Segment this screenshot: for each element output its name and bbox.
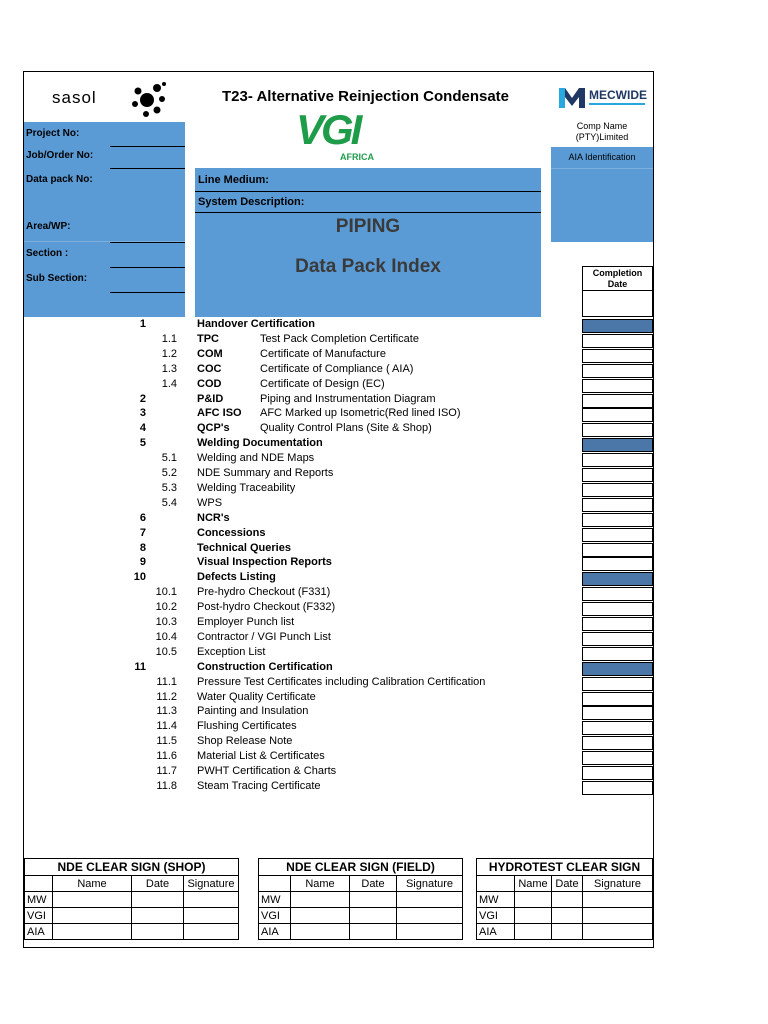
completion-date-cell[interactable] [582, 677, 653, 691]
sign-row-label: AIA [25, 924, 53, 940]
index-item-number: 11.5 [156, 735, 177, 747]
index-item-title: Visual Inspection Reports [197, 556, 332, 568]
index-item-number: 10.5 [155, 646, 177, 658]
index-item-title: Concessions [197, 527, 266, 539]
index-item-title: Technical Queries [197, 542, 291, 554]
index-item-description: WPS [197, 497, 223, 509]
index-item-title: NCR's [197, 512, 230, 524]
completion-date-cell[interactable] [582, 602, 653, 616]
index-item-description: Exception List [197, 646, 266, 658]
completion-date-cell[interactable] [582, 692, 653, 706]
index-item-title: COC [197, 363, 222, 375]
index-item-description: Employer Punch list [197, 616, 295, 628]
sasol-logo: sasol [52, 88, 97, 107]
completion-date-cell[interactable] [582, 349, 653, 363]
index-item-description: Quality Control Plans (Site & Shop) [260, 422, 432, 434]
sign-row-label: VGI [25, 908, 53, 924]
completion-date-cell[interactable] [582, 751, 653, 765]
index-item-number: 11 [134, 661, 146, 673]
index-item-number: 1 [139, 318, 146, 330]
index-item-title: Handover Certification [197, 318, 315, 330]
index-item-number: 10.1 [155, 586, 177, 598]
index-item-number: 5.4 [161, 497, 177, 509]
completion-date-cell[interactable] [582, 513, 653, 527]
index-item-description: Painting and Insulation [197, 705, 309, 717]
index-item-number: 1.4 [161, 378, 177, 390]
index-item-title: QCP's [197, 422, 230, 434]
completion-date-cell[interactable] [582, 736, 653, 750]
index-item-title: P&ID [197, 393, 224, 405]
index-item-number: 1.3 [161, 363, 177, 375]
index-item-number: 11.7 [156, 765, 177, 777]
sign-row-label: MW [259, 892, 291, 908]
index-item-number: 2 [139, 393, 146, 405]
completion-date-cell[interactable] [582, 379, 653, 393]
completion-date-cell [582, 572, 653, 586]
index-item-title: COM [197, 348, 223, 360]
banner-data-pack-index: Data Pack Index [295, 256, 441, 277]
completion-date-cell[interactable] [582, 423, 653, 437]
completion-date-cell[interactable] [582, 557, 653, 571]
sign-row-label: MW [25, 892, 53, 908]
index-item-title: Defects Listing [197, 571, 276, 583]
index-item-description: Welding Traceability [197, 482, 296, 494]
document-title: T23- Alternative Reinjection Condensate [222, 88, 510, 105]
index-item-number: 1.1 [161, 333, 177, 345]
index-item-number: 4 [139, 422, 146, 434]
completion-date-cell[interactable] [582, 543, 653, 557]
completion-date-cell[interactable] [582, 498, 653, 512]
nde-field-sign-table: NDE CLEAR SIGN (FIELD) Name Date Signature MW VGI AIA [258, 858, 463, 940]
index-item-number: 11.6 [156, 750, 177, 762]
sign-row-label: MW [477, 892, 515, 908]
nde-field-title: NDE CLEAR SIGN (FIELD) [259, 859, 463, 876]
hydrotest-title: HYDROTEST CLEAR SIGN [477, 859, 653, 876]
index-item-number: 5 [139, 437, 146, 449]
hydrotest-sign-table: HYDROTEST CLEAR SIGN Name Date Signature MW VGI AIA [476, 858, 653, 940]
sign-row-label: AIA [259, 924, 291, 940]
index-item-description: NDE Summary and Reports [197, 467, 334, 479]
completion-date-cell[interactable] [582, 453, 653, 467]
completion-date-cell[interactable] [582, 334, 653, 348]
index-item-number: 11.2 [156, 691, 177, 703]
index-item-title: TPC [197, 333, 219, 345]
aia-identification-label: AIA Identification [568, 152, 636, 162]
completion-date-cell[interactable] [582, 587, 653, 601]
index-item-number: 5.1 [161, 452, 177, 464]
index-item-description: AFC Marked up Isometric(Red lined ISO) [260, 407, 461, 419]
completion-date-header: Completion Date [582, 266, 653, 291]
index-item-description: Certificate of Manufacture [260, 348, 386, 360]
index-item-number: 7 [139, 527, 146, 539]
index-item-title: AFC ISO [197, 407, 242, 419]
completion-date-cell[interactable] [582, 721, 653, 735]
completion-date-cell [582, 662, 653, 676]
index-item-description: Test Pack Completion Certificate [260, 333, 419, 345]
completion-date-cell[interactable] [582, 647, 653, 661]
system-description-label: System Description: [198, 196, 305, 208]
nde-shop-title: NDE CLEAR SIGN (SHOP) [25, 859, 239, 876]
index-item-number: 5.3 [161, 482, 177, 494]
index-item-number: 10.3 [155, 616, 177, 628]
vgi-logo: VGI AFRICA [296, 106, 374, 162]
sub-section-label: Sub Section: [26, 273, 88, 284]
index-item-number: 5.2 [161, 467, 177, 479]
index-item-number: 1.2 [161, 348, 177, 360]
index-item-description: Pressure Test Certificates including Calibration Certification [197, 676, 486, 688]
section-label: Section : [26, 248, 69, 259]
completion-date-cell[interactable] [582, 408, 653, 422]
completion-date-cell[interactable] [582, 766, 653, 780]
index-item-description: Flushing Certificates [197, 720, 297, 732]
area-wp-label: Area/WP: [26, 221, 71, 232]
company-name: Comp Name (PTY)Limited [575, 121, 629, 142]
sign-row-label: VGI [477, 908, 515, 924]
sasol-emblem-icon [130, 80, 168, 120]
index-item-title: Welding Documentation [197, 437, 323, 449]
index-item-title: COD [197, 378, 222, 390]
index-item-description: Pre-hydro Checkout (F331) [197, 586, 331, 598]
index-item-description: Steam Tracing Certificate [197, 780, 321, 792]
mecwide-tagline-bar [589, 103, 645, 105]
mecwide-emblem-icon [557, 84, 587, 110]
completion-date-cell[interactable] [582, 706, 653, 720]
index-item-description: PWHT Certification & Charts [197, 765, 337, 777]
index-item-number: 8 [139, 542, 146, 554]
sign-row-label: VGI [259, 908, 291, 924]
line-medium-label: Line Medium: [198, 174, 269, 186]
index-item-description: Post-hydro Checkout (F332) [197, 601, 336, 613]
completion-date-cell[interactable] [582, 394, 653, 408]
completion-date-cell[interactable] [582, 468, 653, 482]
completion-date-cell[interactable] [582, 364, 653, 378]
completion-date-cell [582, 319, 653, 333]
index-item-number: 11.4 [156, 720, 177, 732]
index-item-title: Construction Certification [197, 661, 333, 673]
completion-date-cell[interactable] [582, 617, 653, 631]
index-item-description: Welding and NDE Maps [197, 452, 315, 464]
index-item-number: 11.8 [156, 780, 177, 792]
data-pack-no-label: Data pack No: [26, 174, 93, 185]
completion-date-blank[interactable] [582, 291, 653, 317]
mecwide-logo: MECWIDE [589, 88, 647, 102]
job-order-no-label: Job/Order No: [26, 150, 94, 161]
index-item-description: Certificate of Compliance ( AIA) [260, 363, 414, 375]
index-item-number: 11.1 [156, 676, 177, 688]
index-item-number: 10.2 [155, 601, 177, 613]
index-item-number: 11.3 [156, 705, 177, 717]
index-item-number: 3 [139, 407, 146, 419]
index-item-description: Material List & Certificates [197, 750, 325, 762]
index-item-description: Piping and Instrumentation Diagram [260, 393, 436, 405]
index-item-description: Water Quality Certificate [197, 691, 316, 703]
completion-date-cell[interactable] [582, 483, 653, 497]
completion-date-cell[interactable] [582, 632, 653, 646]
project-no-label: Project No: [26, 128, 80, 139]
index-item-number: 6 [139, 512, 146, 524]
banner-piping: PIPING [335, 216, 401, 237]
sign-row-label: AIA [477, 924, 515, 940]
index-item-number: 10.4 [155, 631, 177, 643]
completion-date-cell[interactable] [582, 781, 653, 795]
index-item-description: Contractor / VGI Punch List [197, 631, 331, 643]
index-item-number: 10 [133, 571, 146, 583]
completion-date-cell[interactable] [582, 528, 653, 542]
index-item-number: 9 [139, 556, 146, 568]
nde-shop-sign-table: NDE CLEAR SIGN (SHOP) Name Date Signature MW VGI AIA [24, 858, 239, 940]
completion-date-cell [582, 438, 653, 452]
index-item-description: Certificate of Design (EC) [260, 378, 385, 390]
index-item-description: Shop Release Note [197, 735, 293, 747]
